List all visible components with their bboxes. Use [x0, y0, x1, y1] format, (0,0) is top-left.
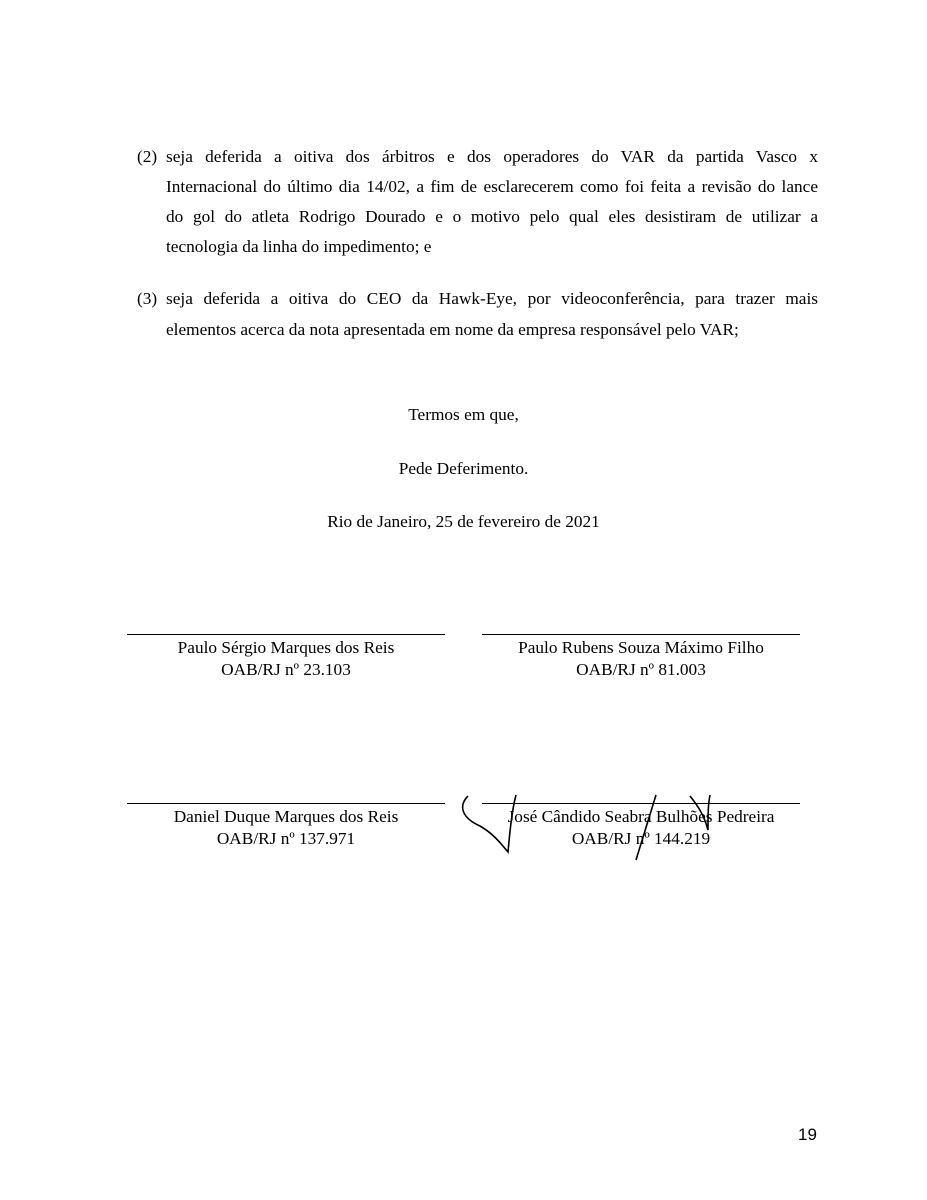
item-line: seja deferida a oitiva do CEO da Hawk-Eye, por videoconferência, para trazer mais	[166, 289, 818, 308]
closing-terms: Termos em que,	[408, 405, 519, 424]
item-line: elementos acerca da nota apresentada em nome da empresa responsável pelo VAR;	[166, 320, 739, 339]
page-number: 19	[798, 1125, 817, 1144]
signer-oab: OAB/RJ nº 144.219	[571, 829, 711, 848]
closing-request: Pede Deferimento.	[398, 459, 529, 478]
item-line: Internacional do último dia 14/02, a fim de esclarecerem como foi feita a revisão do lance	[166, 177, 818, 196]
signer-name: José Cândido Seabra Bulhões Pedreira	[507, 807, 775, 826]
signer-oab: OAB/RJ nº 23.103	[221, 660, 351, 679]
signer-oab: OAB/RJ nº 137.971	[216, 829, 356, 848]
signer-oab: OAB/RJ nº 81.003	[576, 660, 706, 679]
signer-name: Paulo Rubens Souza Máximo Filho	[518, 638, 764, 657]
place-date: Rio de Janeiro, 25 de fevereiro de 2021	[327, 512, 600, 531]
item-number: (2)	[137, 147, 158, 166]
signer-name: Daniel Duque Marques dos Reis	[173, 807, 399, 826]
item-line: do gol do atleta Rodrigo Dourado e o motivo pelo qual eles desistiram de utilizar a	[166, 207, 818, 226]
item-line: seja deferida a oitiva dos árbitros e dos operadores do VAR da partida Vasco x	[166, 147, 818, 166]
item-line: tecnologia da linha do impedimento; e	[166, 237, 432, 256]
signer-name: Paulo Sérgio Marques dos Reis	[177, 638, 395, 657]
item-number: (3)	[137, 289, 158, 308]
